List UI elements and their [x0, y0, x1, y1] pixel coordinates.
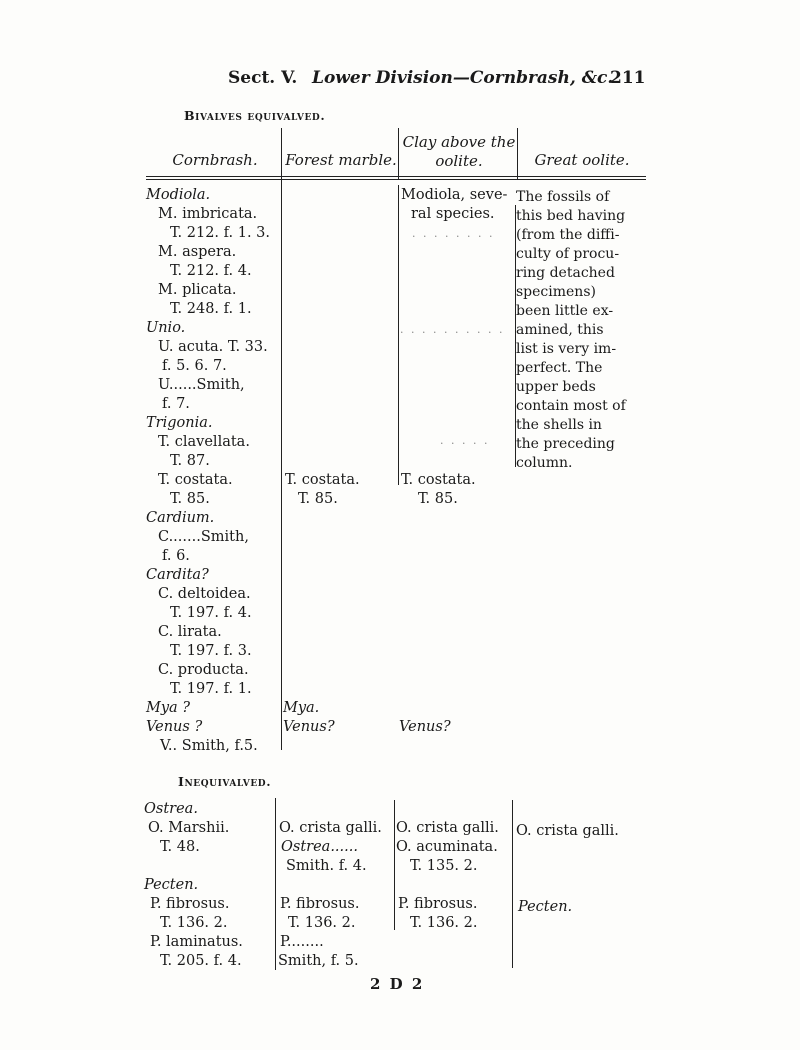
- reference-line: T. 205. f. 4.: [160, 953, 242, 969]
- clay-entry: O. crista galli.: [396, 820, 499, 836]
- genus-venus: Venus ?: [146, 719, 203, 735]
- species-line: V.. Smith, f.5.: [160, 738, 258, 754]
- signature-mark: 2 D 2: [370, 975, 425, 993]
- forest-marble-entry: Venus?: [283, 719, 335, 735]
- section-title-bivalves: Bivalves equivalved.: [184, 108, 326, 123]
- forest-marble-entry: T. 85.: [298, 491, 338, 507]
- species-line: C. lirata.: [158, 624, 222, 640]
- clay-entry: Modiola, seve-: [401, 187, 508, 203]
- forest-marble-entry: Ostrea......: [281, 839, 358, 855]
- forest-marble-entry: Smith. f. 4.: [286, 858, 367, 874]
- genus-trigonia: Trigonia.: [146, 415, 213, 431]
- forest-marble-entry: T. 136. 2.: [288, 915, 356, 931]
- dotted-mark: · · · · · · · ·: [412, 230, 495, 243]
- reference-line: T. 48.: [160, 839, 200, 855]
- column-divider-3-head: [517, 128, 518, 180]
- genus-cardita: Cardita?: [146, 567, 209, 583]
- species-line: T. costata.: [158, 472, 233, 488]
- reference-line: T. 87.: [170, 453, 210, 469]
- forest-marble-entry: T. costata.: [285, 472, 360, 488]
- species-line: M. imbricata.: [158, 206, 258, 222]
- reference-line: T. 197. f. 3.: [170, 643, 252, 659]
- column-divider-1: [281, 128, 282, 750]
- reference-line: T. 85.: [170, 491, 210, 507]
- species-line: M. aspera.: [158, 244, 237, 260]
- reference-line: T. 136. 2.: [160, 915, 228, 931]
- column-header-clay-line1: Clay above the: [402, 133, 516, 151]
- column-header-forest-marble: Forest marble.: [285, 151, 397, 169]
- species-line: M. plicata.: [158, 282, 237, 298]
- forest-marble-entry: P. fibrosus.: [280, 896, 360, 912]
- species-line: C. deltoidea.: [158, 586, 251, 602]
- section-title-inequivalved: Inequivalved.: [178, 774, 272, 789]
- clay-entry: T. 135. 2.: [410, 858, 478, 874]
- ineq-divider-3: [512, 800, 513, 968]
- section-number: Sect. V.: [228, 68, 298, 88]
- reference-line: T. 212. f. 4.: [170, 263, 252, 279]
- great-oolite-note: The fossils of this bed having (from the diffi- culty of procu- ring detached specimens) been little ex- amined, this list is very im- perfect. The upper beds contain most of the shells in the preceding column.: [516, 189, 626, 471]
- forest-marble-entry: P........: [280, 934, 324, 950]
- reference-line: T. 197. f. 1.: [170, 681, 252, 697]
- reference-line: T. 212. f. 1. 3.: [170, 225, 270, 241]
- clay-entry: ral species.: [411, 206, 495, 222]
- great-oolite-entry: Pecten.: [518, 899, 573, 915]
- clay-entry: T. 85.: [418, 491, 458, 507]
- genus-modiola: Modiola.: [146, 187, 211, 203]
- column-divider-2-head: [398, 128, 399, 180]
- reference-line: f. 7.: [162, 396, 190, 412]
- reference-line: T. 248. f. 1.: [170, 301, 252, 317]
- header-rule-bottom: [146, 179, 646, 180]
- clay-entry: O. acuminata.: [396, 839, 498, 855]
- genus-mya: Mya ?: [146, 700, 191, 716]
- species-line: C.......Smith,: [158, 529, 249, 545]
- species-line: C. producta.: [158, 662, 249, 678]
- column-header-clay-line2: oolite.: [435, 152, 483, 170]
- species-line: P. laminatus.: [150, 934, 243, 950]
- species-line: P. fibrosus.: [150, 896, 230, 912]
- column-header-great-oolite: Great oolite.: [534, 151, 630, 169]
- header-rule-top: [146, 176, 646, 177]
- page-number: 211: [610, 68, 646, 88]
- reference-line: T. 197. f. 4.: [170, 605, 252, 621]
- forest-marble-entry: O. crista galli.: [279, 820, 382, 836]
- forest-marble-entry: Smith, f. 5.: [278, 953, 359, 969]
- dotted-mark: · · · · ·: [440, 437, 490, 450]
- reference-line: f. 6.: [162, 548, 190, 564]
- clay-entry: T. 136. 2.: [410, 915, 478, 931]
- clay-entry: P. fibrosus.: [398, 896, 478, 912]
- clay-entry: T. costata.: [401, 472, 476, 488]
- running-title: Lower Division—Cornbrash, &c.: [312, 68, 614, 88]
- great-oolite-entry: O. crista galli.: [516, 823, 619, 839]
- ineq-divider-1: [275, 798, 276, 970]
- genus-pecten: Pecten.: [144, 877, 199, 893]
- column-divider-2: [398, 185, 399, 485]
- species-line: U......Smith,: [158, 377, 245, 393]
- forest-marble-entry: Mya.: [283, 700, 320, 716]
- genus-unio: Unio.: [146, 320, 186, 336]
- species-line: T. clavellata.: [158, 434, 250, 450]
- reference-line: f. 5. 6. 7.: [162, 358, 227, 374]
- ineq-divider-2: [394, 800, 395, 930]
- running-head: [228, 68, 648, 92]
- dotted-mark: · · · · · · · · · ·: [400, 326, 505, 339]
- genus-ostrea: Ostrea.: [144, 801, 198, 817]
- clay-entry: Venus?: [399, 719, 451, 735]
- species-line: U. acuta. T. 33.: [158, 339, 268, 355]
- genus-cardium: Cardium.: [146, 510, 215, 526]
- column-header-cornbrash: Cornbrash.: [172, 151, 258, 169]
- species-line: O. Marshii.: [148, 820, 230, 836]
